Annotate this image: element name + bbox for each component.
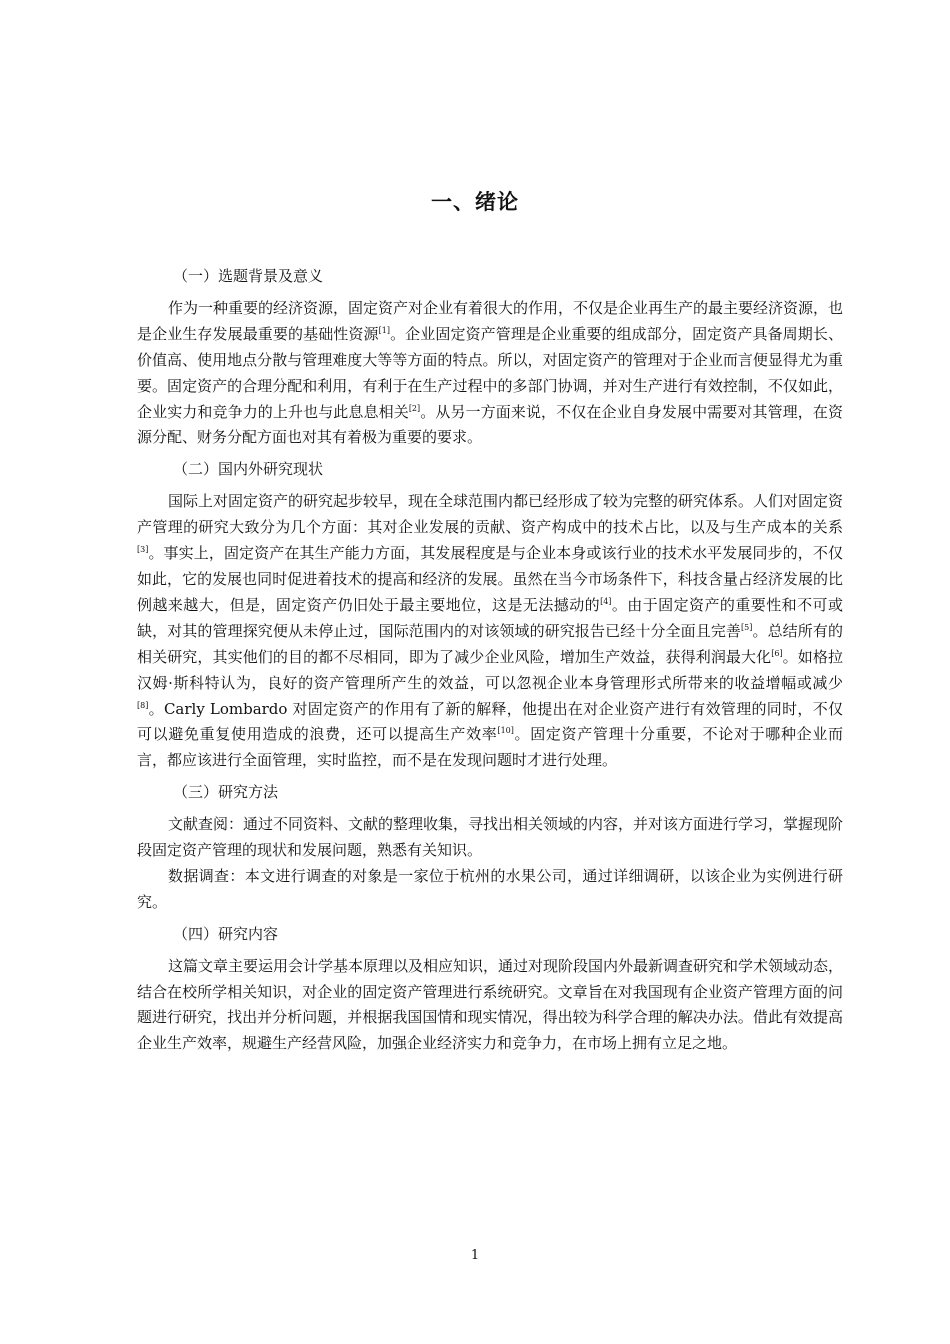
paragraph-text: 。由于固定资产的重要性和不可或缺，对其的管理探究便从未停止过，国际范围内的对该领域的研究报告已经十分全面且完善 [137,595,843,640]
paragraph-text: 。总结所有的相关研究，其实他们的目的都不尽相同，即为了减少企业风险，增加生产效益，获得利润最大化 [137,621,843,666]
section-heading: （一）选题背景及意义 [173,267,324,285]
paragraph-text: 文献查阅：通过不同资料、文献的整理收集，寻找出相关领域的内容，并对该方面进行学习，掌握现阶段固定资产管理的现状和发展问题，熟悉有关知识。 [137,815,844,860]
body-paragraph [137,954,843,1058]
section-heading: （二）国内外研究现状 [173,460,324,479]
page-number: 1 [470,1248,480,1263]
body-paragraph [137,864,843,916]
citation-ref: [4] [600,596,612,606]
section-heading: （四）研究内容 [173,924,279,943]
citation-ref: [8] [137,700,149,710]
paragraph-text: 。事实上，固定资产在其生产能力方面，其发展程度是与企业本身或该行业的技术水平发展同步的，不仅如此，它的发展也同时促进着技术的提高和经济的发展。虽然在当今市场条件下，科技含量占经济发展的比例越来越大，但是，固定资产仍旧处于最主要地位，这是无法撼动的 [137,544,843,614]
citation-ref: [2] [408,403,421,413]
paragraph-text: 国际上对固定资产的研究起步较早，现在全球范围内都已经形成了较为完整的研究体系。人们对固定资产管理的研究大致分为几个方面：其对企业发展的贡献、资产构成中的技术占比，以及与生产成本的关系 [137,492,844,537]
paragraph-text: 。固定资产管理十分重要，不论对于哪种企业而言，都应该进行全面管理，实时监控，而不是在发现问题时才进行处理。 [137,725,843,770]
paragraph-text: 数据调查：本文进行调查的对象是一家位于杭州的水果公司，通过详细调研，以该企业为实例进行研究。 [137,866,843,911]
paragraph-text: 作为一种重要的经济资源，固定资产对企业有着很大的作用，不仅是企业再生产的最主要经济资源，也是企业生存发展最重要的基础性资源 [137,298,844,343]
paragraph-text: 。企业固定资产管理是企业重要的组成部分，固定资产具备周期长、价值高、使用地点分散与管理难度大等等方面的特点。所以，对固定资产的管理对于企业而言便显得尤为重要。固定资产的合理分配和利用，有利于在生产过程中的多部门协调，并对生产进行有效控制，不仅如此，企业实力和竞争力的上升也与此息息相关 [137,324,843,421]
citation-ref: [5] [741,622,753,632]
section-heading: （三）研究方法 [173,783,279,802]
chapter-title: 一、绪论 [431,189,519,214]
body-paragraph [137,296,843,451]
citation-ref: [10] [497,726,514,736]
paragraph-text: 。从另一方面来说，不仅在企业自身发展中需要对其管理，在资源分配、财务分配方面也对其有着极为重要的要求。 [137,402,843,447]
citation-ref: [1] [378,325,390,335]
paragraph-text: 。如格拉汉姆·斯科特认为，良好的资产管理所产生的效益，可以忽视企业本身管理形式所带来的收益增幅或减少 [137,647,843,692]
body-content [137,264,843,1063]
paragraph-text: 这篇文章主要运用会计学基本原理以及相应知识，通过对现阶段国内外最新调查研究和学术领域动态，结合在校所学相关知识，对企业的固定资产管理进行系统研究。文章旨在对我国现有企业资产管理方面的问题进行研究，找出并分析问题，并根据我国国情和现实情况，得出较为科学合理的解决办法。借此有效提高企业生产效率，规避生产经营风险，加强企业经济实力和竞争力，在市场上拥有立足之地。 [137,956,844,1053]
paragraph-text: 。Carly Lombardo 对固定资产的作用有了新的解释，他提出在对企业资产进行有效管理的同时，不仅可以避免重复使用造成的浪费，还可以提高生产效率 [137,699,843,744]
body-paragraph [137,812,843,864]
citation-ref: [3] [137,545,149,555]
body-paragraph [137,489,843,774]
citation-ref: [6] [771,648,783,658]
